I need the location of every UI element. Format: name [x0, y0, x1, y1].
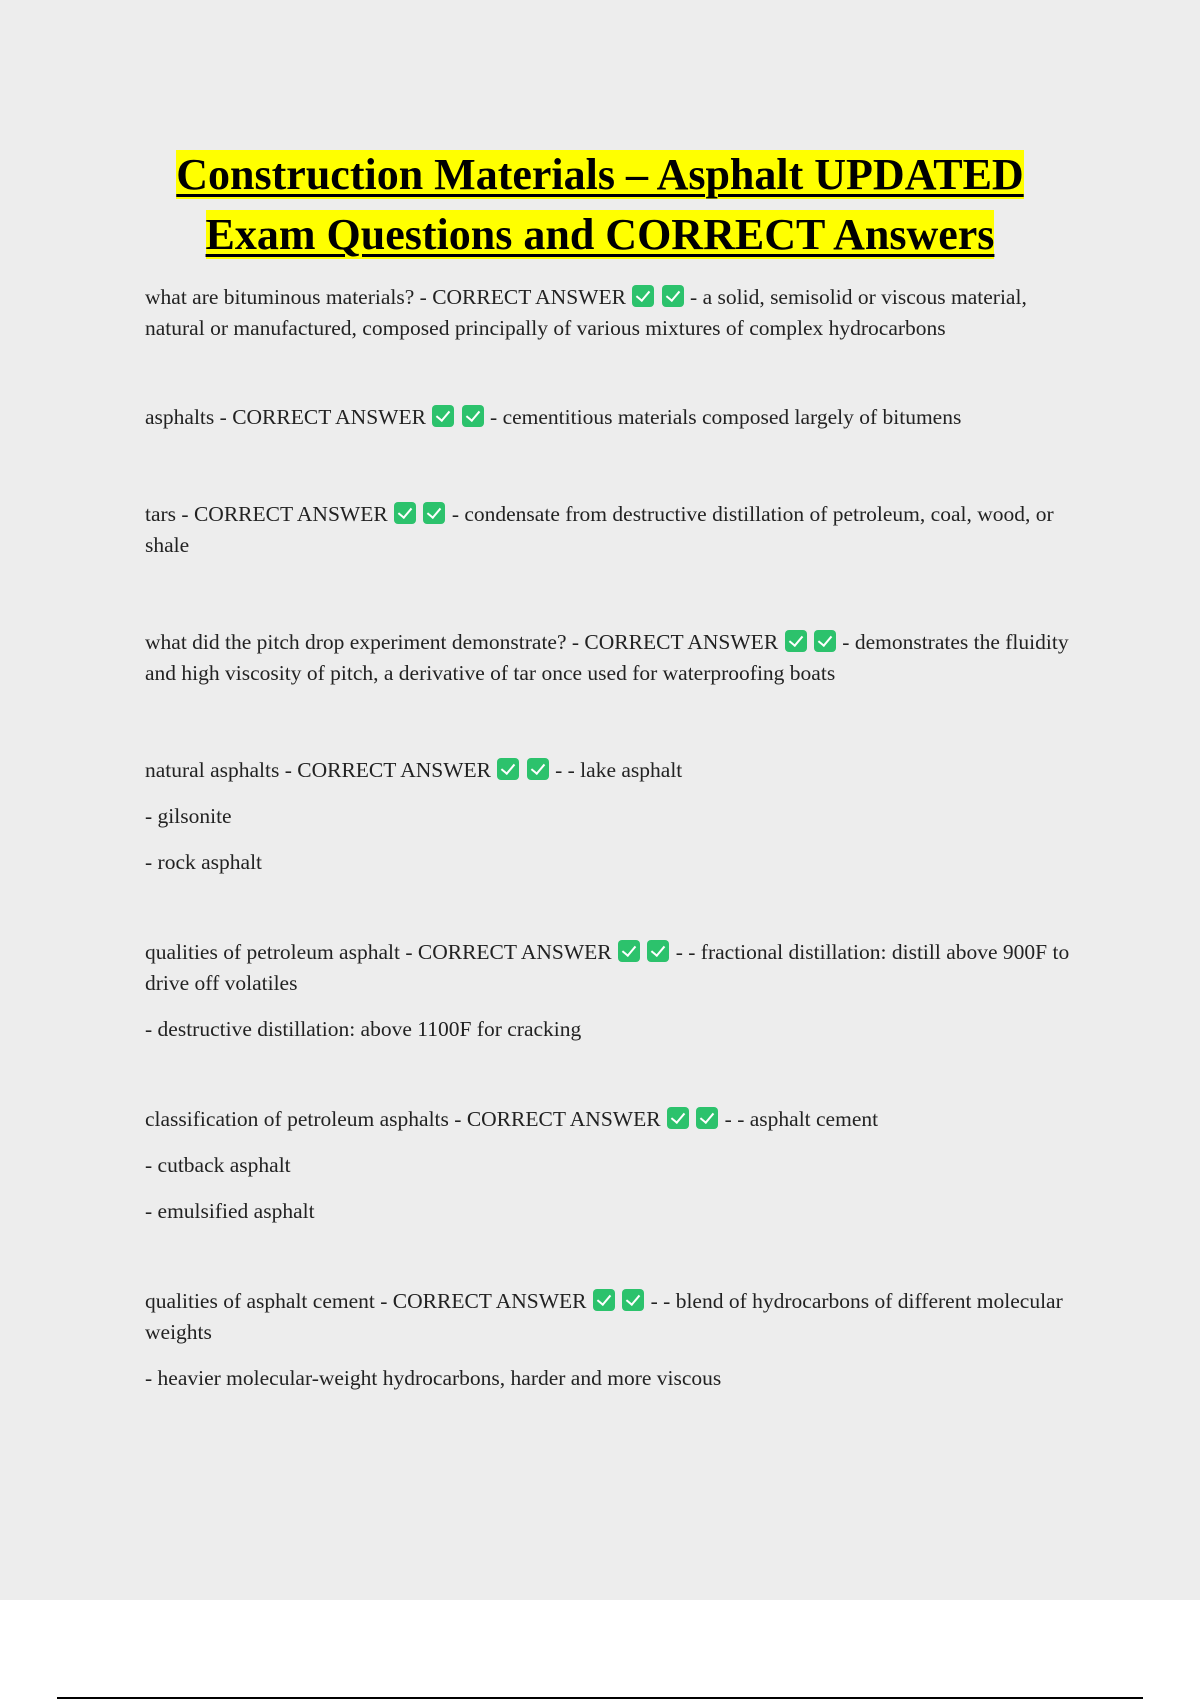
answer-extra-line: - destructive distillation: above 1100F for cracking — [145, 1017, 582, 1041]
check-icon — [696, 1107, 718, 1129]
qa-question-answer — [145, 937, 1075, 999]
answer-text: - demonstrates the fluidity and high viscosity of pitch, a derivative of tar once used for waterproofing boats — [145, 630, 1069, 685]
qa-question-answer — [145, 1104, 1075, 1135]
answer-text: - - lake asphalt — [555, 758, 683, 782]
check-icon — [462, 405, 484, 427]
check-icon — [432, 405, 454, 427]
answer-marker: CORRECT ANSWER — [466, 1107, 661, 1131]
question-text: tars - — [145, 502, 194, 526]
answer-extra-line: - gilsonite — [145, 804, 232, 828]
answer-extra-line: - rock asphalt — [145, 850, 263, 874]
check-icon — [622, 1289, 644, 1311]
answer-text: - - asphalt cement — [724, 1107, 879, 1131]
answer-marker: CORRECT ANSWER — [392, 1289, 587, 1313]
check-icon — [618, 940, 640, 962]
answer-extra-line: - heavier molecular-weight hydrocarbons, harder and more viscous — [145, 1366, 722, 1390]
qa-item — [145, 1286, 1075, 1394]
question-text: what did the pitch drop experiment demonstrate? - — [145, 630, 585, 654]
qa-list — [145, 282, 1075, 1394]
answer-marker: CORRECT ANSWER — [417, 940, 612, 964]
title-line-1: Construction Materials – Asphalt UPDATED — [176, 150, 1024, 199]
check-icon — [527, 758, 549, 780]
qa-item — [145, 1104, 1075, 1227]
check-icon — [423, 502, 445, 524]
answer-marker: CORRECT ANSWER — [232, 405, 426, 429]
answer-marker: CORRECT ANSWER — [584, 630, 779, 654]
qa-item — [145, 627, 1075, 689]
title-line-2: Exam Questions and CORRECT Answers — [205, 210, 995, 259]
qa-item — [145, 282, 1075, 344]
check-icon — [632, 285, 654, 307]
answer-text: - - fractional distillation: distill above 900F to drive off volatiles — [145, 940, 1070, 995]
check-icon — [814, 630, 836, 652]
answer-extra-line: - emulsified asphalt — [145, 1199, 315, 1223]
answer-text: - - blend of hydrocarbons of different molecular weights — [145, 1289, 1063, 1344]
check-icon — [593, 1289, 615, 1311]
check-icon — [662, 285, 684, 307]
answer-text: - a solid, semisolid or viscous material, natural or manufactured, composed principally of various mixtures of complex hydrocarbons — [145, 285, 1027, 340]
question-text: asphalts - — [145, 405, 233, 429]
question-text: qualities of petroleum asphalt - — [145, 940, 418, 964]
check-icon — [647, 940, 669, 962]
answer-marker: CORRECT ANSWER — [432, 285, 626, 309]
qa-item — [145, 499, 1075, 561]
qa-item — [145, 755, 1075, 878]
check-icon — [667, 1107, 689, 1129]
question-text: what are bituminous materials? - — [145, 285, 433, 309]
qa-question-answer — [145, 755, 1075, 786]
question-text: classification of petroleum asphalts - — [145, 1107, 467, 1131]
qa-question-answer — [145, 282, 1075, 344]
qa-item — [145, 402, 1075, 433]
qa-item — [145, 937, 1075, 1045]
question-text: natural asphalts - — [145, 758, 298, 782]
check-icon — [497, 758, 519, 780]
qa-question-answer — [145, 402, 1075, 433]
answer-text: - cementitious materials composed largely of bitumens — [490, 405, 962, 429]
qa-question-answer — [145, 627, 1075, 689]
answer-marker: CORRECT ANSWER — [297, 758, 491, 782]
answer-marker: CORRECT ANSWER — [193, 502, 388, 526]
check-icon — [785, 630, 807, 652]
answer-extra-line: - cutback asphalt — [145, 1153, 291, 1177]
answer-text: - condensate from destructive distillation of petroleum, coal, wood, or shale — [145, 502, 1054, 557]
qa-question-answer — [145, 1286, 1075, 1348]
question-text: qualities of asphalt cement - — [145, 1289, 393, 1313]
check-icon — [394, 502, 416, 524]
footer-divider — [57, 1697, 1143, 1699]
document-title — [0, 145, 1200, 265]
qa-question-answer — [145, 499, 1075, 561]
